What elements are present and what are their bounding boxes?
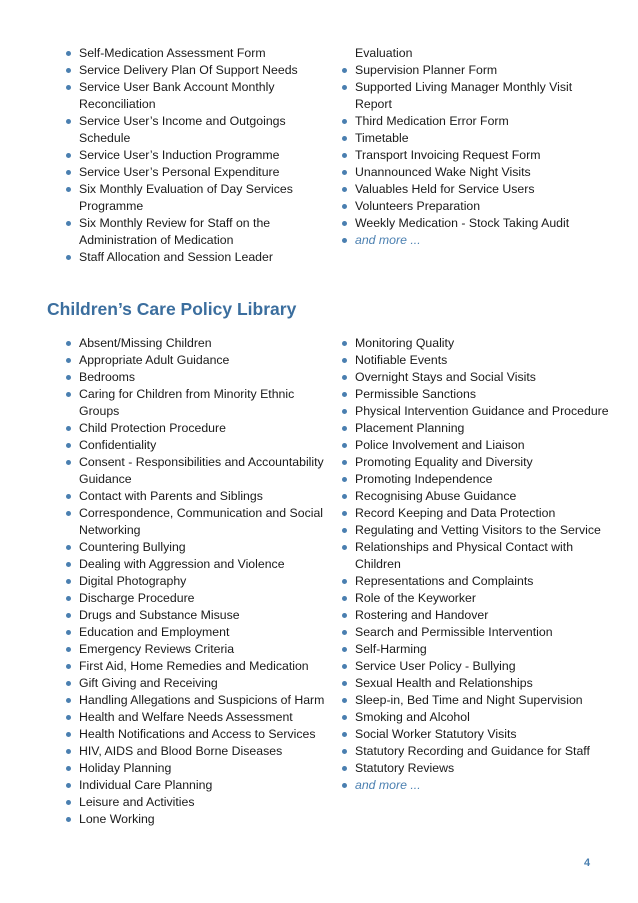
list-item	[342, 130, 612, 147]
list-item	[66, 556, 326, 573]
list-item	[66, 113, 326, 147]
bullet-icon	[342, 204, 347, 209]
list-item	[66, 386, 326, 420]
list-item-text: Discharge Procedure	[79, 591, 195, 605]
list-item-text: Health Notifications and Access to Services	[79, 727, 316, 741]
list-item	[342, 709, 612, 726]
list-item-text: Representations and Complaints	[355, 574, 534, 588]
list-item-text: and more ...	[355, 233, 421, 247]
list-item-text: Consent - Responsibilities and Accountability Guidance	[79, 455, 324, 486]
list-item	[66, 658, 326, 675]
list-item-text: Education and Employment	[79, 625, 230, 639]
list-item	[342, 181, 612, 198]
list-item-text: Child Protection Procedure	[79, 421, 226, 435]
list-item-text: Role of the Keyworker	[355, 591, 476, 605]
list-item	[66, 420, 326, 437]
list-item	[342, 454, 612, 471]
list-item	[66, 760, 326, 777]
list-item	[342, 760, 612, 777]
list-item	[342, 437, 612, 454]
list-item	[342, 403, 612, 420]
list-item	[342, 79, 612, 113]
list-item-text: Unannounced Wake Night Visits	[355, 165, 531, 179]
bullet-icon	[66, 51, 71, 56]
bullet-icon	[66, 255, 71, 260]
list-item-text: Record Keeping and Data Protection	[355, 506, 556, 520]
bullet-icon	[66, 392, 71, 397]
list-item-text: Regulating and Vetting Visitors to the Service	[355, 523, 601, 537]
list-item-continuation	[342, 45, 612, 62]
list-item-text: Placement Planning	[355, 421, 465, 435]
more-link[interactable]	[342, 777, 612, 794]
bullet-icon	[66, 715, 71, 720]
bullet-icon	[66, 170, 71, 175]
list-item-text: Service User’s Income and Outgoings Schedule	[79, 114, 286, 145]
list-item	[66, 539, 326, 556]
bullet-icon	[342, 443, 347, 448]
list-item-text: Supervision Planner Form	[355, 63, 498, 77]
list-item	[342, 658, 612, 675]
bullet-icon	[342, 664, 347, 669]
bullet-icon	[66, 443, 71, 448]
list-item-text: Valuables Held for Service Users	[355, 182, 535, 196]
list-item-text: Transport Invoicing Request Form	[355, 148, 541, 162]
bullet-icon	[66, 494, 71, 499]
list-item-text: Notifiable Events	[355, 353, 448, 367]
list-item-text: Third Medication Error Form	[355, 114, 509, 128]
list-item-text: Health and Welfare Needs Assessment	[79, 710, 293, 724]
bullet-icon	[66, 783, 71, 788]
list-item	[66, 249, 326, 266]
bullet-icon	[66, 817, 71, 822]
list-item-text: Six Monthly Review for Staff on the Administration of Medication	[79, 216, 271, 247]
bullet-icon	[342, 579, 347, 584]
bullet-icon	[342, 715, 347, 720]
list-item-text: Service Delivery Plan Of Support Needs	[79, 63, 298, 77]
list-item-text: Statutory Recording and Guidance for Staff	[355, 744, 590, 758]
bullet-icon	[342, 494, 347, 499]
bullet-icon	[66, 511, 71, 516]
list-item	[342, 335, 612, 352]
list-item-text: Promoting Independence	[355, 472, 493, 486]
list-item	[342, 675, 612, 692]
bullet-icon	[66, 187, 71, 192]
list-item	[342, 726, 612, 743]
bullet-icon	[66, 375, 71, 380]
list-item-text: Correspondence, Communication and Social Networking	[79, 506, 324, 537]
list-item-text: Lone Working	[79, 812, 155, 826]
list-item-text: Appropriate Adult Guidance	[79, 353, 230, 367]
bullet-icon	[342, 477, 347, 482]
list-item-text: Service User’s Induction Programme	[79, 148, 280, 162]
list-item-text: Six Monthly Evaluation of Day Services Programme	[79, 182, 293, 213]
list-item-text: Evaluation	[355, 46, 413, 60]
bullet-icon	[66, 85, 71, 90]
bullet-icon	[66, 596, 71, 601]
list-item	[66, 624, 326, 641]
bullet-icon	[342, 528, 347, 533]
list-item	[342, 590, 612, 607]
bullet-icon	[66, 800, 71, 805]
more-link[interactable]	[342, 232, 612, 249]
list-item	[342, 164, 612, 181]
list-item-text: Handling Allegations and Suspicions of Harm	[79, 693, 325, 707]
list-item	[342, 369, 612, 386]
bullet-icon	[342, 409, 347, 414]
list-item	[66, 181, 326, 215]
list-item-text: Statutory Reviews	[355, 761, 455, 775]
bullet-icon	[342, 749, 347, 754]
bullet-icon	[66, 698, 71, 703]
list-item-text: HIV, AIDS and Blood Borne Diseases	[79, 744, 283, 758]
list-item	[66, 335, 326, 352]
list-item-text: Sleep-in, Bed Time and Night Supervision	[355, 693, 583, 707]
bullet-icon	[342, 85, 347, 90]
bullet-icon	[66, 732, 71, 737]
list-item-text: Holiday Planning	[79, 761, 172, 775]
list-item	[342, 692, 612, 709]
list-item-text: and more ...	[355, 778, 421, 792]
list-item-text: Service User Bank Account Monthly Reconciliation	[79, 80, 275, 111]
list-item-text: Relationships and Physical Contact with Children	[355, 540, 574, 571]
list-item-text: Promoting Equality and Diversity	[355, 455, 533, 469]
list-item	[342, 624, 612, 641]
list-item-text: Social Worker Statutory Visits	[355, 727, 517, 741]
list-item-text: Recognising Abuse Guidance	[355, 489, 517, 503]
list-item-text: Sexual Health and Relationships	[355, 676, 533, 690]
list-item	[342, 147, 612, 164]
list-item-text: Countering Bullying	[79, 540, 186, 554]
list-item-text: Contact with Parents and Siblings	[79, 489, 263, 503]
list-item	[66, 454, 326, 488]
list-item-text: Supported Living Manager Monthly Visit Report	[355, 80, 573, 111]
list-item-text: Service User Policy - Bullying	[355, 659, 516, 673]
list-item	[66, 641, 326, 658]
bullet-icon	[66, 647, 71, 652]
bullet-icon	[342, 153, 347, 158]
bullet-icon	[342, 358, 347, 363]
bullet-icon	[342, 375, 347, 380]
policy-list-right	[342, 335, 612, 794]
list-item	[66, 352, 326, 369]
list-item-text: Confidentiality	[79, 438, 157, 452]
list-item	[66, 147, 326, 164]
list-item	[342, 215, 612, 232]
bullet-icon	[342, 698, 347, 703]
list-item	[66, 79, 326, 113]
list-item	[66, 726, 326, 743]
list-item	[66, 505, 326, 539]
forms-list-left	[66, 45, 326, 266]
bullet-icon	[66, 545, 71, 550]
bullet-icon	[66, 68, 71, 73]
bullet-icon	[66, 221, 71, 226]
bullet-icon	[342, 426, 347, 431]
bullet-icon	[342, 119, 347, 124]
list-item-text: Self-Harming	[355, 642, 427, 656]
list-item-text: Bedrooms	[79, 370, 136, 384]
list-item	[66, 215, 326, 249]
list-item-text: Leisure and Activities	[79, 795, 195, 809]
list-item-text: Search and Permissible Intervention	[355, 625, 553, 639]
bullet-icon	[342, 68, 347, 73]
bullet-icon	[342, 136, 347, 141]
list-item	[66, 692, 326, 709]
list-item	[66, 590, 326, 607]
list-item	[66, 488, 326, 505]
list-item	[66, 369, 326, 386]
bullet-icon	[66, 664, 71, 669]
bullet-icon	[342, 341, 347, 346]
policy-list-left	[66, 335, 326, 828]
list-item-text: Overnight Stays and Social Visits	[355, 370, 536, 384]
bullet-icon	[66, 681, 71, 686]
list-item	[66, 573, 326, 590]
bullet-icon	[66, 341, 71, 346]
list-item-text: Timetable	[355, 131, 409, 145]
list-item	[66, 794, 326, 811]
list-item-text: Drugs and Substance Misuse	[79, 608, 240, 622]
list-item	[342, 488, 612, 505]
list-item	[66, 164, 326, 181]
list-item-text: Monitoring Quality	[355, 336, 455, 350]
list-item-text: Gift Giving and Receiving	[79, 676, 218, 690]
list-item	[342, 62, 612, 79]
bullet-icon	[66, 562, 71, 567]
list-item	[342, 420, 612, 437]
bullet-icon	[342, 511, 347, 516]
list-item	[66, 709, 326, 726]
bullet-icon	[342, 187, 347, 192]
bullet-icon	[342, 221, 347, 226]
bullet-icon	[66, 579, 71, 584]
list-item	[66, 607, 326, 624]
bullet-icon	[342, 783, 347, 788]
list-item-text: Weekly Medication - Stock Taking Audit	[355, 216, 570, 230]
list-item	[342, 539, 612, 573]
list-item-text: Permissible Sanctions	[355, 387, 476, 401]
list-item	[342, 386, 612, 403]
bullet-icon	[342, 647, 347, 652]
list-item	[342, 198, 612, 215]
bullet-icon	[342, 460, 347, 465]
list-item-text: Service User’s Personal Expenditure	[79, 165, 280, 179]
list-item-text: Caring for Children from Minority Ethnic Groups	[79, 387, 295, 418]
bullet-icon	[342, 630, 347, 635]
bullet-icon	[66, 613, 71, 618]
bullet-icon	[342, 732, 347, 737]
list-item	[342, 743, 612, 760]
bullet-icon	[342, 238, 347, 243]
list-item-text: Dealing with Aggression and Violence	[79, 557, 285, 571]
list-item	[342, 471, 612, 488]
bullet-icon	[342, 596, 347, 601]
list-item	[66, 675, 326, 692]
list-item-text: Emergency Reviews Criteria	[79, 642, 235, 656]
list-item-text: Rostering and Handover	[355, 608, 489, 622]
bullet-icon	[66, 749, 71, 754]
list-item	[342, 573, 612, 590]
list-item	[342, 641, 612, 658]
list-item	[66, 45, 326, 62]
bullet-icon	[66, 426, 71, 431]
list-item-text: Self-Medication Assessment Form	[79, 46, 266, 60]
list-item-text: Individual Care Planning	[79, 778, 213, 792]
bullet-icon	[66, 766, 71, 771]
bullet-icon	[66, 358, 71, 363]
list-item	[66, 62, 326, 79]
list-item	[342, 352, 612, 369]
bullet-icon	[342, 613, 347, 618]
list-item	[342, 522, 612, 539]
bullet-icon	[342, 545, 347, 550]
bullet-icon	[66, 630, 71, 635]
page-number: 4	[584, 857, 591, 869]
list-item-text: Smoking and Alcohol	[355, 710, 470, 724]
list-item	[66, 777, 326, 794]
forms-list-right	[342, 45, 612, 249]
list-item-text: First Aid, Home Remedies and Medication	[79, 659, 309, 673]
bullet-icon	[342, 392, 347, 397]
bullet-icon	[66, 119, 71, 124]
bullet-icon	[342, 681, 347, 686]
list-item	[66, 743, 326, 760]
bullet-icon	[342, 766, 347, 771]
list-item-text: Police Involvement and Liaison	[355, 438, 525, 452]
list-item	[342, 607, 612, 624]
list-item-text: Absent/Missing Children	[79, 336, 212, 350]
list-item-text: Staff Allocation and Session Leader	[79, 250, 273, 264]
section-heading: Children’s Care Policy Library	[47, 299, 297, 319]
list-item-text: Volunteers Preparation	[355, 199, 481, 213]
list-item	[66, 437, 326, 454]
list-item-text: Physical Intervention Guidance and Procedure	[355, 404, 609, 418]
list-item	[342, 505, 612, 522]
list-item	[66, 811, 326, 828]
bullet-icon	[342, 170, 347, 175]
list-item	[342, 113, 612, 130]
bullet-icon	[66, 460, 71, 465]
list-item-text: Digital Photography	[79, 574, 187, 588]
bullet-icon	[66, 153, 71, 158]
